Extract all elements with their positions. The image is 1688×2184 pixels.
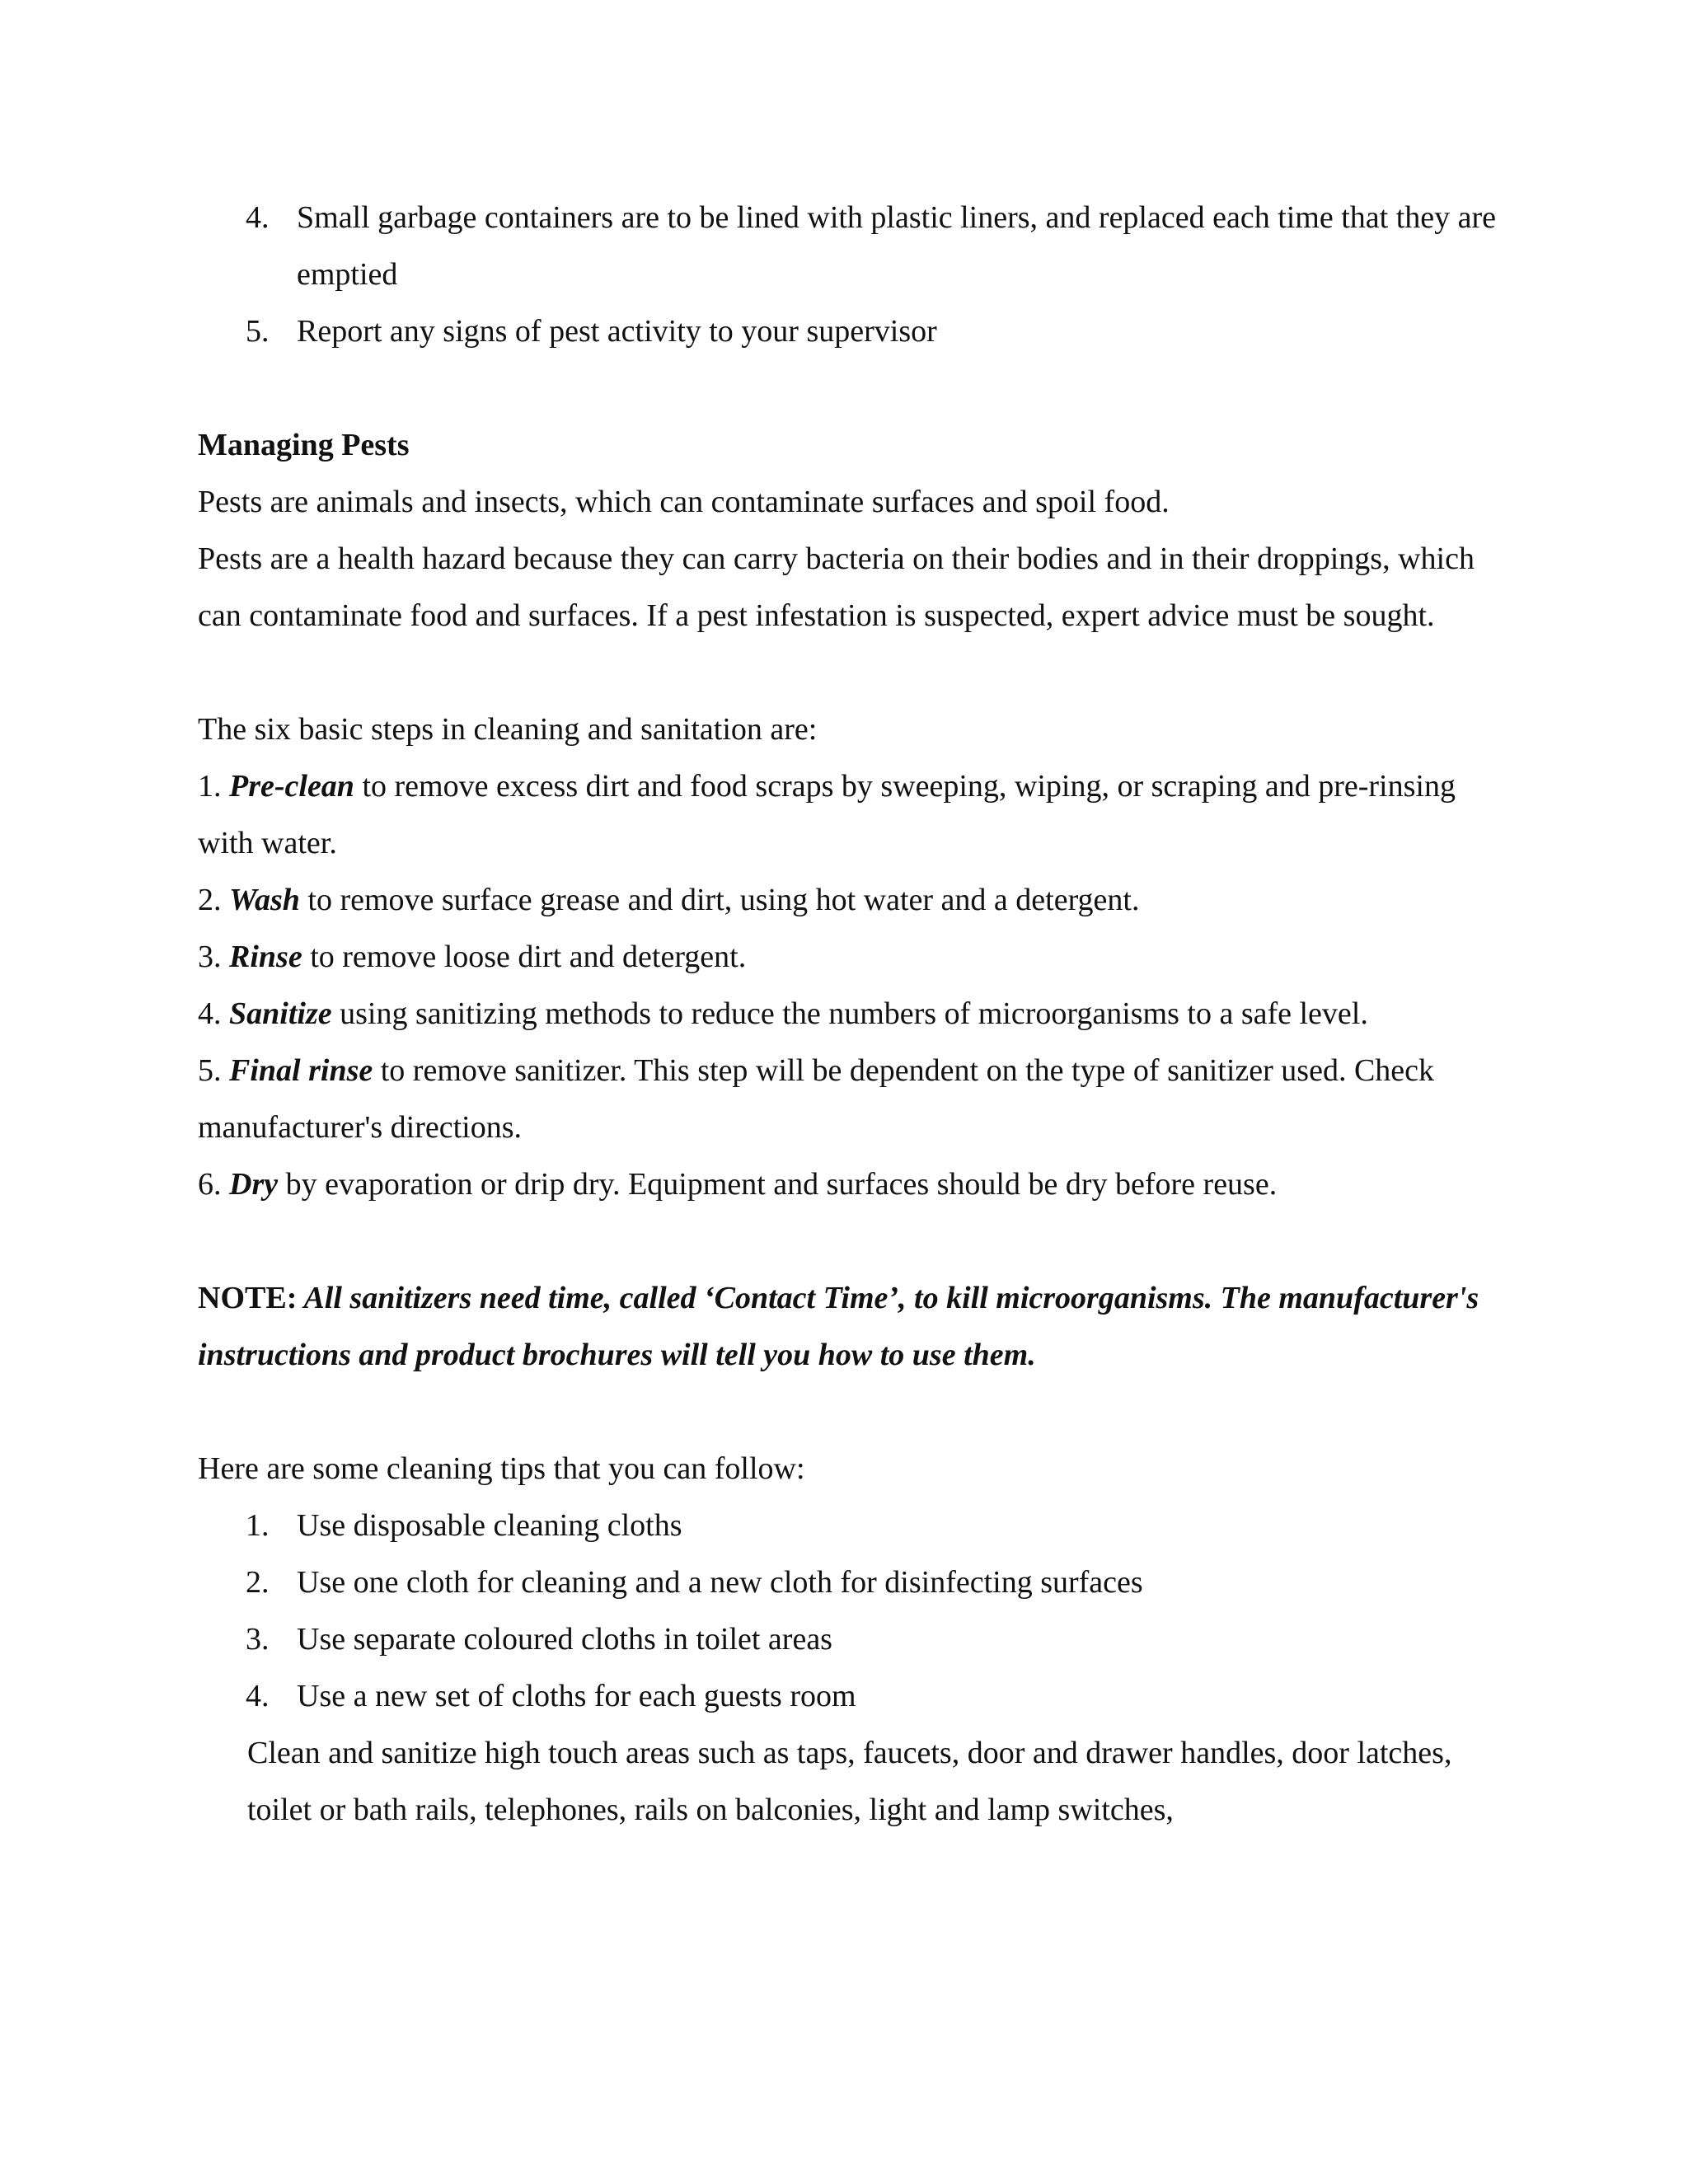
list-item xyxy=(198,1554,1517,1611)
step-text: using sanitizing methods to reduce the numbers of microorganisms to a safe level. xyxy=(331,996,1368,1031)
paragraph: Pests are animals and insects, which can contaminate surfaces and spoil food. xyxy=(198,485,1170,519)
step-item xyxy=(198,758,1517,872)
step-item xyxy=(198,986,1517,1043)
step-item xyxy=(198,929,1517,986)
list-item xyxy=(198,190,1517,303)
step-number: 1. xyxy=(198,769,229,804)
step-number: 4. xyxy=(198,996,229,1031)
tips-intro: Here are some cleaning tips that you can follow: xyxy=(198,1451,805,1486)
step-term: Final rinse xyxy=(229,1053,373,1088)
step-item xyxy=(198,1043,1517,1156)
spacer xyxy=(198,360,1517,417)
paragraph: Pests are a health hazard because they can carry bacteria on their bodies and in their droppings, which can contaminate food and surfaces. If a pest infestation is suspected, expert advice must be sought. xyxy=(198,541,1475,633)
step-term: Rinse xyxy=(229,940,302,974)
step-number: 5. xyxy=(198,1053,229,1088)
document-page xyxy=(198,190,1517,1839)
list-number: 2. xyxy=(246,1565,270,1600)
step-item xyxy=(198,872,1517,929)
step-term: Pre-clean xyxy=(229,769,354,804)
list-item xyxy=(198,1497,1517,1554)
step-text: by evaporation or drip dry. Equipment and surfaces should be dry before reuse. xyxy=(278,1167,1278,1202)
step-text: to remove sanitizer. This step will be dependent on the type of sanitizer used. Check manufacturer's directions. xyxy=(198,1053,1435,1145)
list-item-text: Use disposable cleaning cloths xyxy=(297,1508,682,1543)
list-item-text: Use a new set of cloths for each guests room xyxy=(297,1679,856,1713)
spacer xyxy=(198,644,1517,701)
step-term: Dry xyxy=(229,1167,279,1202)
note-label: NOTE: xyxy=(198,1281,298,1315)
step-text: to remove loose dirt and detergent. xyxy=(302,940,747,974)
list-item-text: Small garbage containers are to be lined with plastic liners, and replaced each time that they are emptied xyxy=(297,200,1497,292)
step-number: 6. xyxy=(198,1167,229,1202)
list-item-text: Report any signs of pest activity to your supervisor xyxy=(297,314,937,349)
list-item-text: Use separate coloured cloths in toilet areas xyxy=(297,1622,832,1657)
steps-intro: The six basic steps in cleaning and sanitation are: xyxy=(198,712,818,747)
section-heading: Managing Pests xyxy=(198,428,410,462)
step-number: 3. xyxy=(198,940,229,974)
spacer xyxy=(198,1213,1517,1270)
list-item xyxy=(198,1668,1517,1725)
step-text: to remove surface grease and dirt, using hot water and a detergent. xyxy=(299,883,1140,917)
note-text: All sanitizers need time, called ‘Contact Time’, to kill microorganisms. The manufacturer's instructions and product brochures will tell you how to use them. xyxy=(198,1281,1479,1372)
step-item xyxy=(198,1156,1517,1213)
spacer xyxy=(198,1384,1517,1441)
list-number: 4. xyxy=(246,1679,270,1713)
step-number: 2. xyxy=(198,883,229,917)
list-number: 4. xyxy=(246,200,270,235)
list-item-text: Use one cloth for cleaning and a new cloth for disinfecting surfaces xyxy=(297,1565,1143,1600)
step-text: to remove excess dirt and food scraps by sweeping, wiping, or scraping and pre-rinsing with water. xyxy=(198,769,1456,860)
step-term: Sanitize xyxy=(229,996,332,1031)
list-number: 3. xyxy=(246,1622,270,1657)
tips-closing-paragraph: Clean and sanitize high touch areas such as taps, faucets, door and drawer handles, door latches, toilet or bath rails, telephones, rails on balconies, light and lamp switches, xyxy=(247,1736,1452,1827)
list-item xyxy=(198,303,1517,360)
list-item xyxy=(198,1611,1517,1668)
list-number: 1. xyxy=(246,1508,270,1543)
list-number: 5. xyxy=(246,314,270,349)
note-block xyxy=(198,1270,1517,1384)
step-term: Wash xyxy=(229,883,300,917)
